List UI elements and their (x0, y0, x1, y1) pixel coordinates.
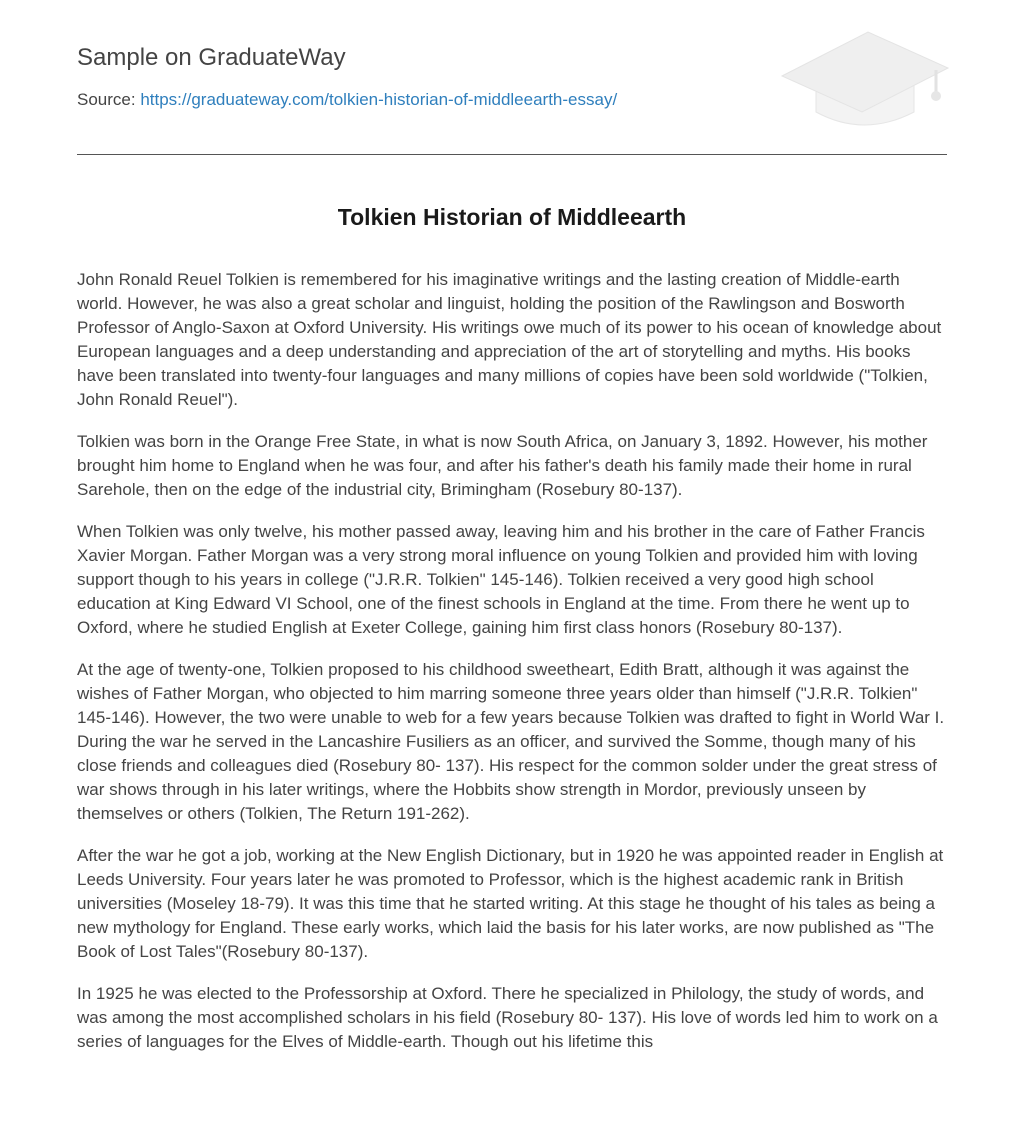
site-title: Sample on GraduateWay (77, 44, 346, 71)
essay-body (77, 268, 947, 1072)
essay-paragraph: Tolkien was born in the Orange Free State, in what is now South Africa, on January 3, 1892. However, his mother brought him home to England when he was four, and after his father's death his family made their home in rural Sarehole, then on the edge of the industrial city, Brimingham (Rosebury 80-137). (77, 432, 928, 499)
source-label: Source: (77, 90, 136, 109)
essay-paragraph: At the age of twenty-one, Tolkien proposed to his childhood sweetheart, Edith Bratt, although it was against the wishes of Father Morgan, who objected to him marring someone three years older than himself ("J.R.R. Tolkien" 145-146). However, the two were unable to web for a few years because Tolkien was drafted to fight in World War I. During the war he served in the Lancashire Fusiliers as an officer, and survived the Somme, though many of his close friends and colleagues died (Rosebury 80- 137). His respect for the common solder under the great stress of war shows through in his later writings, where the Hobbits show strength in Mordor, previously unseen by themselves or others (Tolkien, The Return 191-262). (77, 660, 945, 823)
essay-paragraph: After the war he got a job, working at the New English Dictionary, but in 1920 he was appointed reader in English at Leeds University. Four years later he was promoted to Professor, which is the highest academic rank in British universities (Moseley 18-79). It was this time that he started writing. At this stage he thought of his tales as being a new mythology for England. These early works, which laid the basis for his later works, are now published as "The Book of Lost Tales"(Rosebury 80-137). (77, 846, 944, 961)
source-line (77, 90, 617, 110)
essay-paragraph: John Ronald Reuel Tolkien is remembered for his imaginative writings and the lasting creation of Middle-earth world. However, he was also a great scholar and linguist, holding the position of the Rawlingson and Bosworth Professor of Anglo-Saxon at Oxford University. His writings owe much of its power to his ocean of knowledge about European languages and a deep understanding and appreciation of the art of storytelling and myths. His books have been translated into twenty-four languages and many millions of copies have been sold worldwide ("Tolkien, John Ronald Reuel"). (77, 270, 942, 409)
essay-paragraph: When Tolkien was only twelve, his mother passed away, leaving him and his brother in the care of Father Francis Xavier Morgan. Father Morgan was a very strong moral influence on young Tolkien and provided him with loving support though to his years in college ("J.R.R. Tolkien" 145-146). Tolkien received a very good high school education at King Edward VI School, one of the finest schools in England at the time. From there he went up to Oxford, where he studied English at Exeter College, gaining him first class honors (Rosebury 80-137). (77, 522, 925, 637)
graduation-cap-icon (780, 28, 950, 136)
header-divider (77, 154, 947, 155)
essay-paragraph: In 1925 he was elected to the Professorship at Oxford. There he specialized in Philology, the study of words, and was among the most accomplished scholars in his field (Rosebury 80- 137). His love of words led him to work on a series of languages for the Elves of Middle-earth. Though out his lifetime this (77, 984, 938, 1051)
source-link[interactable]: https://graduateway.com/tolkien-historian-of-middleearth-essay/ (140, 90, 618, 109)
essay-title: Tolkien Historian of Middleearth (337, 204, 687, 230)
